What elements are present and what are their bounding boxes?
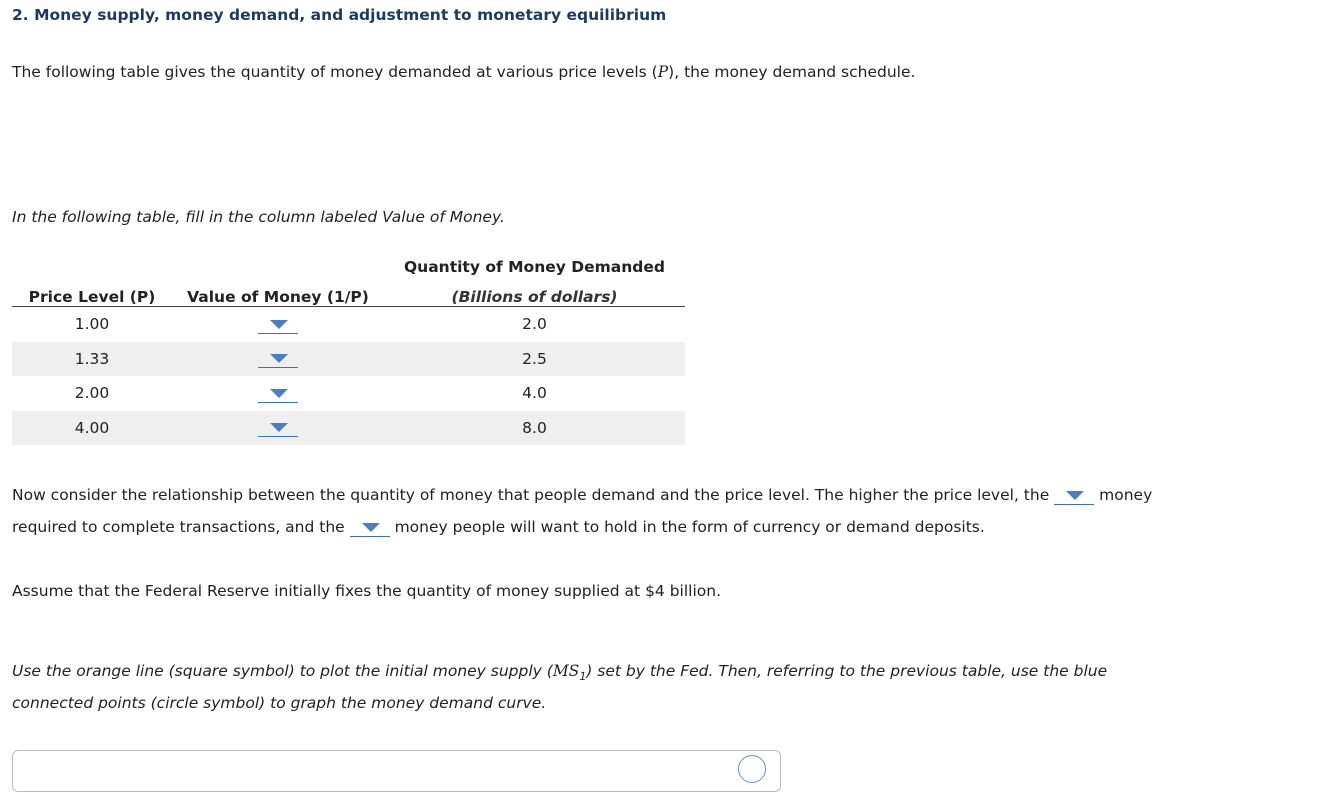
value-dropdown[interactable] — [258, 384, 298, 403]
quantity-cell: 2.0 — [522, 315, 547, 334]
graph-instruction-line-2: connected points (circle symbol) to graph the money demand curve. — [12, 694, 547, 712]
header-price-level: Price Level (P) — [12, 276, 172, 307]
relationship-text-3: required to complete transactions, and the — [12, 518, 345, 536]
price-symbol: P — [657, 63, 669, 81]
intro-text — [12, 62, 915, 82]
intro-after: ), the money demand schedule. — [668, 63, 916, 81]
table-row — [12, 376, 685, 411]
money-demand-table — [12, 250, 685, 445]
table-instruction: In the following table, fill in the column labeled Value of Money. — [12, 208, 505, 226]
intro-before: The following table gives the quantity of money demanded at various price levels ( — [12, 63, 658, 81]
value-dropdown[interactable] — [258, 418, 298, 437]
relationship-line-1 — [12, 485, 1152, 505]
relationship-text-4: money people will want to hold in the form of currency or demand deposits. — [394, 518, 985, 536]
relationship-text-1: Now consider the relationship between the quantity of money that people demand and the price level. The higher the price level, the — [12, 486, 1050, 504]
value-cell — [172, 342, 384, 377]
graph-panel[interactable] — [12, 750, 781, 792]
header-spacer-1 — [12, 250, 172, 276]
header-quantity: Quantity of Money Demanded — [404, 258, 665, 276]
quantity-cell: 2.5 — [384, 342, 685, 377]
price-cell: 1.33 — [12, 342, 172, 377]
price-cell: 2.00 — [74, 384, 110, 403]
value-cell — [172, 307, 384, 342]
header-value-of-money: Value of Money (1/P) — [172, 276, 384, 307]
table-row — [12, 411, 685, 446]
header-spacer-2 — [172, 250, 384, 276]
quantity-cell: 8.0 — [384, 411, 685, 446]
graph-instruction-line-1 — [12, 661, 1107, 687]
help-circle-icon[interactable] — [738, 755, 766, 783]
quantity-cell: 4.0 — [522, 384, 547, 403]
price-cell: 1.00 — [74, 315, 110, 334]
ms-symbol: MS — [552, 662, 580, 680]
relationship-text-2: money — [1099, 486, 1153, 504]
header-quantity-units: (Billions of dollars) — [384, 276, 685, 307]
price-level-dropdown-2[interactable] — [350, 518, 390, 537]
value-dropdown[interactable] — [258, 349, 298, 368]
graph-text-1: Use the orange line (square symbol) to plot the initial money supply ( — [12, 662, 553, 680]
value-dropdown[interactable] — [258, 315, 298, 334]
price-level-dropdown-1[interactable] — [1054, 486, 1094, 505]
value-cell — [172, 376, 384, 411]
assumption-text: Assume that the Federal Reserve initially fixes the quantity of money supplied at $4 billion. — [12, 582, 722, 600]
ms-subscript: 1 — [579, 670, 587, 684]
graph-text-2: ) set by the Fed. Then, referring to the previous table, use the blue — [586, 662, 1108, 680]
question-heading: 2. Money supply, money demand, and adjustment to monetary equilibrium — [12, 6, 667, 24]
relationship-line-2 — [12, 517, 985, 537]
value-cell — [172, 411, 384, 446]
price-cell: 4.00 — [12, 411, 172, 446]
table-row — [12, 342, 685, 377]
table-row — [12, 307, 685, 342]
